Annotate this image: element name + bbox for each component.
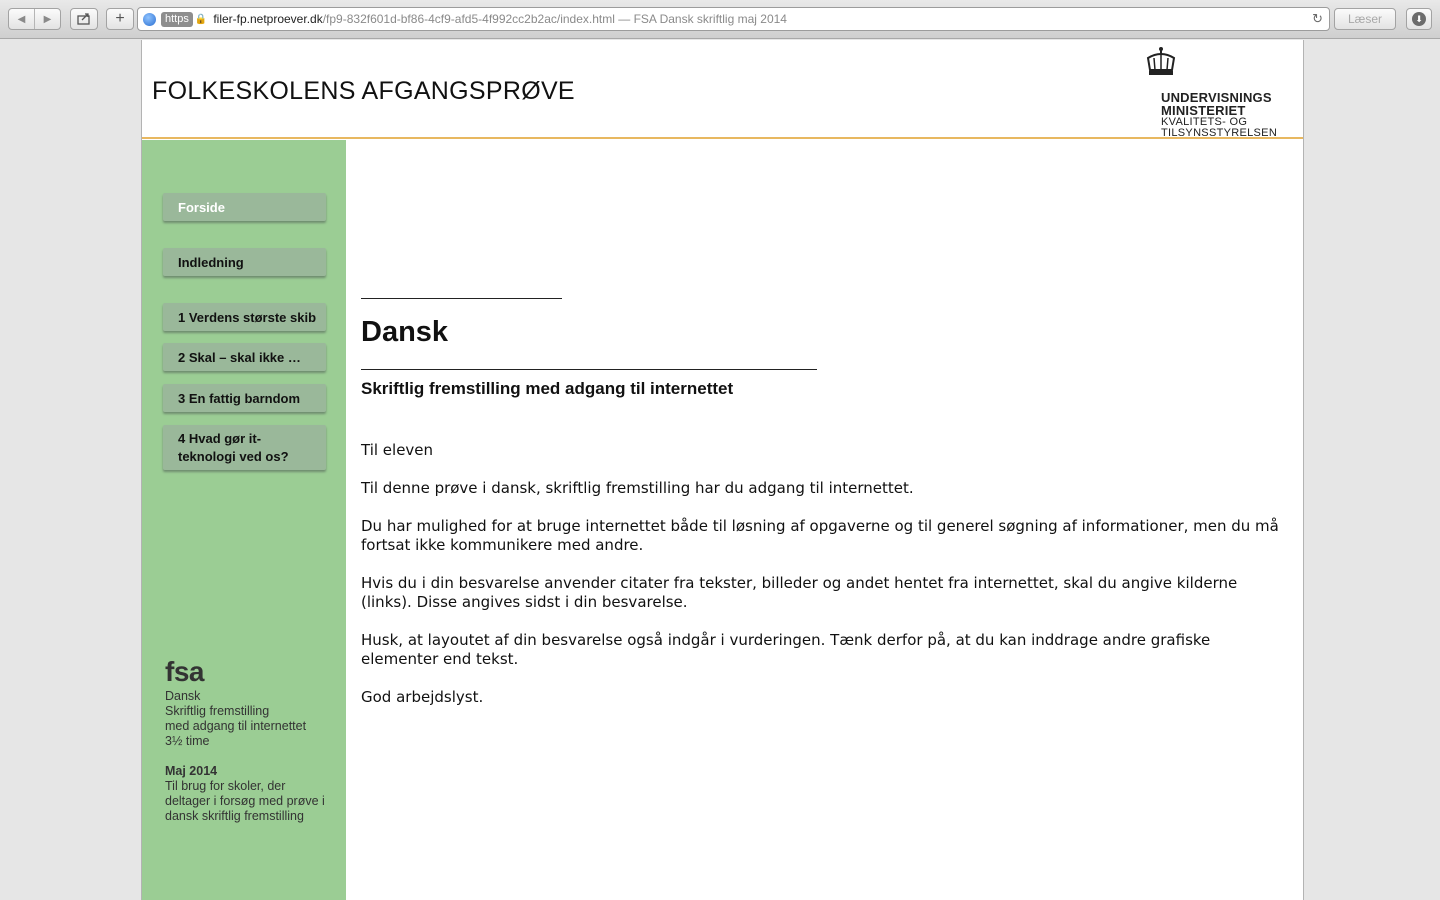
url-host: filer-fp.netproever.dk [213, 12, 323, 26]
paragraph: Hvis du i din besvarelse anvender citater fra tekster, billeder og andet hentet fra internettet, skal du angive kilderne (links). Disse angives sidst i din besvarelse. [361, 574, 1238, 611]
exam-note-line: deltager i forsøg med prøve i [165, 794, 325, 808]
new-tab-button[interactable] [106, 8, 134, 30]
content-title: Dansk [361, 316, 449, 348]
logo-line-3: KVALITETS- OG [1161, 116, 1248, 128]
exam-info-line: med adgang til internettet [165, 719, 307, 733]
exam-info [165, 689, 306, 749]
paragraph: Husk, at layoutet af din besvarelse også indgår i vurderingen. Tænk derfor på, at du kan inddrage andre grafiske elementer end tekst. [361, 631, 1211, 668]
paragraph: God arbejdslyst. [361, 688, 484, 706]
exam-date-info [165, 764, 325, 824]
paragraph: Du har mulighed for at bruge internettet både til løsning af opgaverne og til generel søgning af informationer, men du må fortsat ikke kommunikere med andre. [361, 517, 1279, 554]
forward-icon[interactable]: ▶ [43, 13, 52, 25]
fsa-logo-text: fsa [165, 656, 204, 687]
lock-icon: 🔒 [194, 13, 208, 25]
address-bar[interactable] [137, 7, 1330, 31]
globe-icon [143, 13, 156, 26]
https-badge: https [161, 12, 193, 27]
nav-task-4[interactable] [163, 425, 326, 470]
logo-line-1: UNDERVISNINGS [1161, 90, 1272, 105]
browser-toolbar [0, 0, 1440, 39]
plus-icon: + [115, 10, 125, 27]
nav-task-1[interactable]: 1 Verdens største skib [163, 303, 326, 331]
exam-info-line: Skriftlig fremstilling [165, 704, 270, 718]
exam-date: Maj 2014 [165, 764, 218, 778]
nav-task-4-label: 4 Hvad gør it-teknologi ved os? [178, 431, 289, 464]
share-icon [77, 13, 91, 25]
logo-line-2: MINISTERIET [1161, 103, 1246, 118]
nav-task-3[interactable]: 3 En fattig barndom [163, 384, 326, 412]
site-header [142, 40, 1303, 139]
reader-button[interactable]: Læser [1334, 8, 1396, 30]
paragraph: Til eleven [361, 441, 434, 459]
site-title: FOLKESKOLENS AFGANGSPRØVE [152, 77, 575, 105]
exam-note-line: dansk skriftlig fremstilling [165, 809, 304, 823]
nav-forside[interactable]: Forside [163, 193, 326, 221]
reload-icon[interactable]: ↻ [1312, 11, 1323, 26]
nav-indledning[interactable]: Indledning [163, 248, 326, 276]
paragraph: Til denne prøve i dansk, skriftlig fremstilling har du adgang til internettet. [361, 479, 914, 497]
nav-task-2[interactable]: 2 Skal – skal ikke … [163, 343, 326, 371]
download-icon: ⬇ [1412, 12, 1426, 26]
content-subtitle: Skriftlig fremstilling med adgang til internettet [361, 379, 734, 398]
exam-info-line: Dansk [165, 689, 201, 703]
page [141, 40, 1304, 900]
downloads-button[interactable] [1406, 8, 1432, 30]
sidebar [142, 140, 346, 900]
ministry-logo[interactable] [1142, 46, 1292, 139]
back-forward-buttons [8, 8, 61, 30]
logo-line-4: TILSYNSSTYRELSEN [1161, 127, 1278, 139]
exam-info-line: 3½ time [165, 734, 210, 748]
back-icon[interactable]: ◀ [17, 13, 26, 25]
divider [361, 298, 562, 299]
exam-note-line: Til brug for skoler, der [165, 779, 286, 793]
crown-icon [1144, 46, 1178, 78]
share-button[interactable] [70, 8, 98, 30]
divider [361, 369, 817, 370]
page-title: FSA Dansk skriftlig maj 2014 [633, 12, 787, 26]
url-separator: — [614, 12, 634, 26]
url-path: /fp9-832f601d-bf86-4cf9-afd5-4f992cc2b2ac/index.html [322, 12, 615, 26]
